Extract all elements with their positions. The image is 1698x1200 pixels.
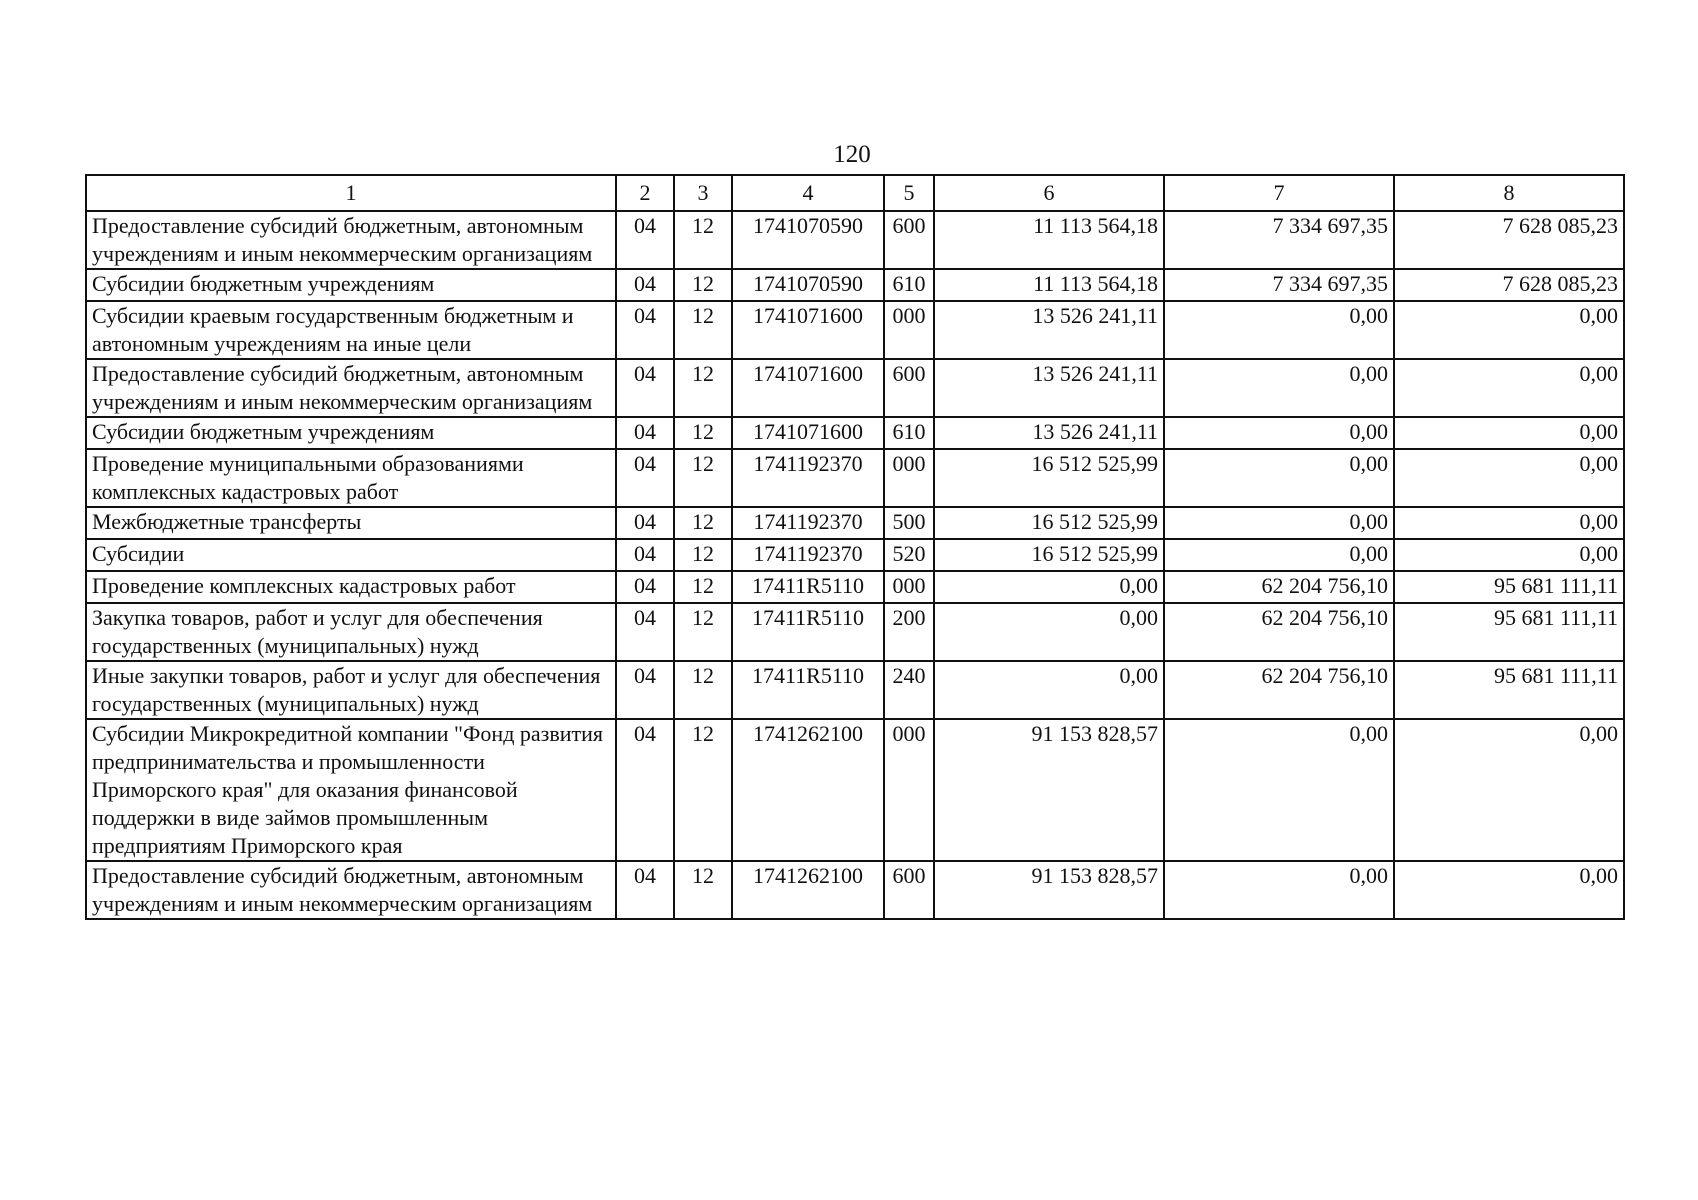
header-col-5: 5 [884,175,934,211]
row-amount-col6: 13 526 241,11 [934,417,1164,449]
row-amount-col6: 11 113 564,18 [934,269,1164,301]
row-subsection: 12 [674,359,732,417]
page-number: 120 [833,141,871,168]
header-col-3: 3 [674,175,732,211]
row-subsection: 12 [674,539,732,571]
row-expense-type: 600 [884,211,934,269]
row-subsection: 12 [674,507,732,539]
row-name: Проведение муниципальными образованиями комплексных кадастровых работ [86,449,616,507]
header-row [86,175,1624,211]
row-name: Субсидии бюджетным учреждениям [86,269,616,301]
header-col-7: 7 [1164,175,1394,211]
row-subsection: 12 [674,571,732,603]
row-name: Межбюджетные трансферты [86,507,616,539]
row-expense-type: 600 [884,861,934,919]
row-amount-col8: 7 628 085,23 [1394,269,1624,301]
table-row [86,359,1624,417]
row-subsection: 12 [674,449,732,507]
row-expense-type: 200 [884,603,934,661]
row-amount-col8: 95 681 111,11 [1394,603,1624,661]
row-amount-col6: 13 526 241,11 [934,301,1164,359]
row-amount-col7: 0,00 [1164,417,1394,449]
row-amount-col8: 0,00 [1394,449,1624,507]
row-amount-col6: 16 512 525,99 [934,449,1164,507]
row-target-code: 17411R5110 [732,571,884,603]
row-target-code: 1741071600 [732,417,884,449]
table-row [86,301,1624,359]
row-target-code: 1741071600 [732,359,884,417]
row-expense-type: 000 [884,301,934,359]
row-name: Субсидии Микрокредитной компании "Фонд развития предпринимательства и промышленности Приморского края" для оказания финансовой поддержки в виде займов промышленным предприятиям Приморского края [86,719,616,861]
row-amount-col7: 62 204 756,10 [1164,661,1394,719]
row-amount-col6: 0,00 [934,571,1164,603]
row-expense-type: 610 [884,269,934,301]
row-amount-col8: 95 681 111,11 [1394,571,1624,603]
row-section: 04 [616,359,674,417]
row-expense-type: 600 [884,359,934,417]
table-row [86,507,1624,539]
row-target-code: 1741071600 [732,301,884,359]
row-amount-col8: 0,00 [1394,539,1624,571]
row-section: 04 [616,719,674,861]
row-target-code: 1741192370 [732,507,884,539]
row-expense-type: 520 [884,539,934,571]
row-amount-col8: 0,00 [1394,359,1624,417]
row-name: Иные закупки товаров, работ и услуг для обеспечения государственных (муниципальных) нужд [86,661,616,719]
row-amount-col8: 0,00 [1394,417,1624,449]
row-section: 04 [616,571,674,603]
row-name: Предоставление субсидий бюджетным, автономным учреждениям и иным некоммерческим организациям [86,861,616,919]
row-target-code: 1741192370 [732,539,884,571]
row-section: 04 [616,861,674,919]
row-section: 04 [616,269,674,301]
row-subsection: 12 [674,603,732,661]
row-subsection: 12 [674,417,732,449]
header-col-6: 6 [934,175,1164,211]
row-section: 04 [616,417,674,449]
row-amount-col8: 0,00 [1394,861,1624,919]
table-row [86,449,1624,507]
row-expense-type: 610 [884,417,934,449]
row-amount-col6: 91 153 828,57 [934,861,1164,919]
row-target-code: 17411R5110 [732,603,884,661]
row-amount-col7: 0,00 [1164,861,1394,919]
row-section: 04 [616,507,674,539]
row-name: Предоставление субсидий бюджетным, автономным учреждениям и иным некоммерческим организациям [86,211,616,269]
row-target-code: 1741070590 [732,211,884,269]
row-subsection: 12 [674,861,732,919]
table-row [86,539,1624,571]
row-amount-col6: 11 113 564,18 [934,211,1164,269]
row-name: Проведение комплексных кадастровых работ [86,571,616,603]
table-row [86,211,1624,269]
row-section: 04 [616,211,674,269]
row-amount-col6: 16 512 525,99 [934,507,1164,539]
row-amount-col7: 62 204 756,10 [1164,603,1394,661]
row-name: Закупка товаров, работ и услуг для обеспечения государственных (муниципальных) нужд [86,603,616,661]
row-amount-col7: 0,00 [1164,719,1394,861]
row-amount-col8: 0,00 [1394,301,1624,359]
row-amount-col8: 7 628 085,23 [1394,211,1624,269]
header-col-4: 4 [732,175,884,211]
table-row [86,603,1624,661]
row-expense-type: 000 [884,571,934,603]
row-amount-col7: 0,00 [1164,507,1394,539]
row-name: Субсидии [86,539,616,571]
row-amount-col8: 95 681 111,11 [1394,661,1624,719]
row-amount-col7: 0,00 [1164,449,1394,507]
row-target-code: 1741192370 [732,449,884,507]
row-amount-col8: 0,00 [1394,719,1624,861]
table-row [86,417,1624,449]
row-amount-col6: 16 512 525,99 [934,539,1164,571]
header-col-2: 2 [616,175,674,211]
header-col-8: 8 [1394,175,1624,211]
header-col-1: 1 [86,175,616,211]
row-expense-type: 000 [884,719,934,861]
row-name: Предоставление субсидий бюджетным, автономным учреждениям и иным некоммерческим организациям [86,359,616,417]
row-target-code: 1741262100 [732,719,884,861]
row-section: 04 [616,301,674,359]
row-section: 04 [616,603,674,661]
row-target-code: 1741262100 [732,861,884,919]
row-amount-col7: 0,00 [1164,359,1394,417]
row-amount-col7: 0,00 [1164,539,1394,571]
row-amount-col7: 7 334 697,35 [1164,269,1394,301]
row-target-code: 17411R5110 [732,661,884,719]
row-section: 04 [616,539,674,571]
row-subsection: 12 [674,269,732,301]
table-row [86,269,1624,301]
table-row [86,719,1624,861]
row-amount-col8: 0,00 [1394,507,1624,539]
table-row [86,661,1624,719]
row-name: Субсидии краевым государственным бюджетным и автономным учреждениям на иные цели [86,301,616,359]
row-amount-col6: 0,00 [934,603,1164,661]
row-expense-type: 500 [884,507,934,539]
row-subsection: 12 [674,301,732,359]
row-target-code: 1741070590 [732,269,884,301]
row-subsection: 12 [674,661,732,719]
table-row [86,571,1624,603]
row-expense-type: 000 [884,449,934,507]
table-row [86,861,1624,919]
row-section: 04 [616,661,674,719]
row-amount-col7: 7 334 697,35 [1164,211,1394,269]
row-amount-col6: 91 153 828,57 [934,719,1164,861]
row-subsection: 12 [674,719,732,861]
row-amount-col7: 62 204 756,10 [1164,571,1394,603]
row-amount-col7: 0,00 [1164,301,1394,359]
row-amount-col6: 13 526 241,11 [934,359,1164,417]
row-section: 04 [616,449,674,507]
budget-table [85,174,1625,920]
row-amount-col6: 0,00 [934,661,1164,719]
row-name: Субсидии бюджетным учреждениям [86,417,616,449]
row-subsection: 12 [674,211,732,269]
row-expense-type: 240 [884,661,934,719]
